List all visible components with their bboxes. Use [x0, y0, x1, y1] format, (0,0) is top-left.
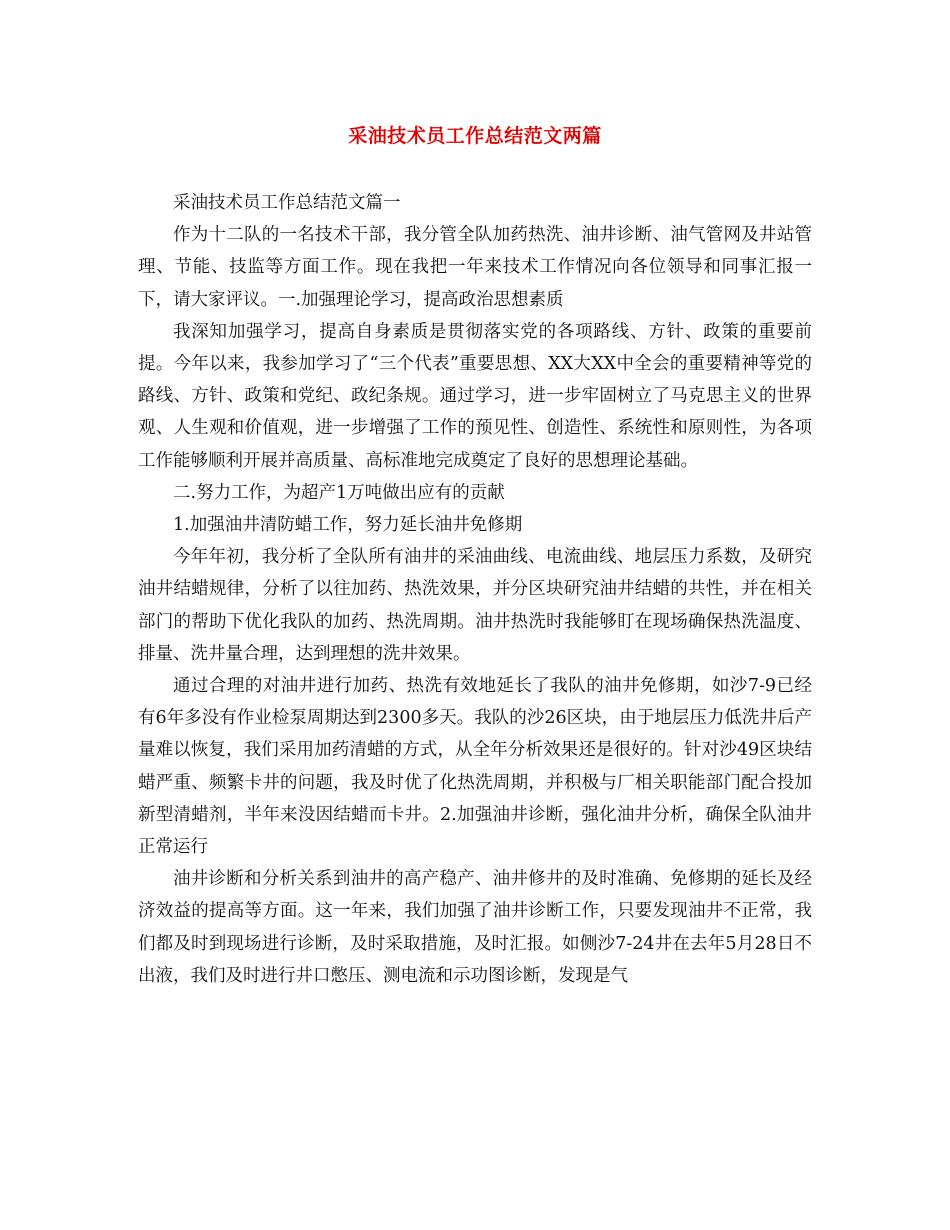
document-body	[138, 187, 812, 992]
paragraph-wax-results: 通过合理的对油井进行加药、热洗有效地延长了我队的油井免修期，如沙7-9已经有6年多没有作业检泵周期达到2300多天。我队的沙26区块，由于地层压力低洗井后产量难以恢复，我们采用加药清蜡的方式，从全年分析效果还是很好的。针对沙49区块结蜡严重、频繁卡井的问题，我及时优了化热洗周期，并积极与厂相关职能部门配合投加新型清蜡剂，半年来没因结蜡而卡井。2.加强油井诊断，强化油井分析，确保全队油井正常运行	[138, 676, 812, 858]
section-heading-work: 二.努力工作，为超产1万吨做出应有的贡献	[173, 482, 505, 503]
paragraph-subtitle: 采油技术员工作总结范文篇一	[173, 193, 401, 213]
paragraph-well-diagnosis: 油井诊断和分析关系到油井的高产稳产、油井修井的及时准确、免修期的延长及经济效益的提高等方面。这一年来，我们加强了油井诊断工作，只要发现油井不正常，我们都及时到现场进行诊断，及时采取措施，及时汇报。如侧沙7-24井在去年5月28日不出液，我们及时进行井口憋压、测电流和示功图诊断，发现是气	[138, 869, 812, 986]
paragraph-wax-analysis: 今年年初，我分析了全队所有油井的采油曲线、电流曲线、地层压力系数，及研究油井结蜡规律，分析了以往加药、热洗效果，并分区块研究油井结蜡的共性，并在相关部门的帮助下优化我队的加药、热洗周期。油井热洗时我能够盯在现场确保热洗温度、排量、洗井量合理，达到理想的洗井效果。	[138, 547, 812, 664]
subsection-heading-wax: 1.加强油井清防蜡工作，努力延长油井免修期	[173, 515, 523, 536]
paragraph-theory-study: 我深知加强学习，提高自身素质是贯彻落实党的各项路线、方针、政策的重要前提。今年以来，我参加学习了“三个代表”重要思想、XX大XX中全会的重要精神等党的路线、方针、政策和党纪、政纪条规。通过学习，进一步牢固树立了马克思主义的世界观、人生观和价值观，进一步增强了工作的预见性、创造性、系统性和原则性，为各项工作能够顺利开展并高质量、高标准地完成奠定了良好的思想理论基础。	[138, 321, 812, 471]
document-title: 采油技术员工作总结范文两篇	[348, 125, 602, 147]
paragraph-introduction: 作为十二队的一名技术干部，我分管全队加药热洗、油井诊断、油气管网及井站管理、节能、技监等方面工作。现在我把一年来技术工作情况向各位领导和同事汇报一下，请大家评议。一.加强理论学习，提高政治思想素质	[138, 225, 812, 310]
